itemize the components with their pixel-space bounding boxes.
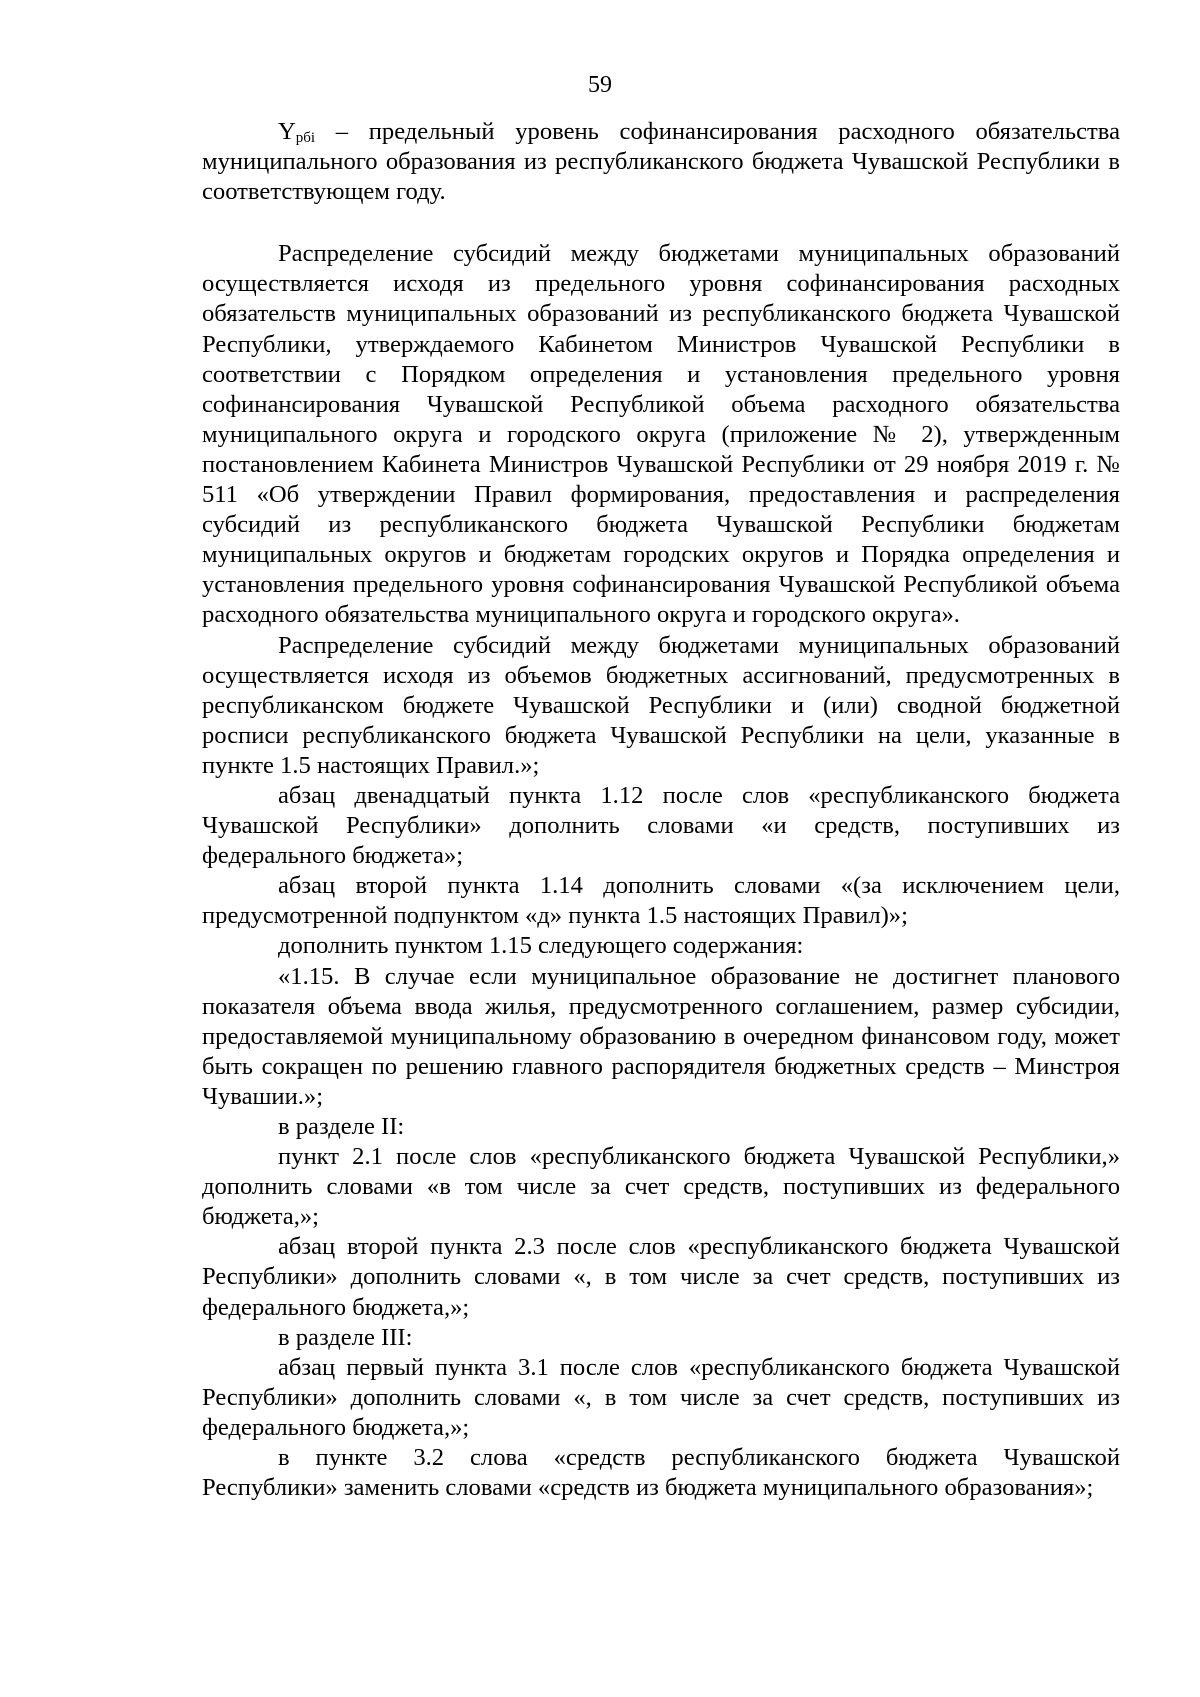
document-body [202, 117, 1120, 1503]
variable-definition [202, 117, 1120, 207]
variable-definition-text: – предельный уровень софинансирования расходного обязательства муниципального образования из республиканского бюджета Чувашской Республики в соответствующем году. [202, 118, 1120, 206]
paragraph: Распределение субсидий между бюджетами муниципальных образований осуществляется исходя из предельного уровня софинансирования расходных обязательств муниципальных образований из республиканского бюджета Чувашской Республики, утверждаемого Кабинетом Министров Чувашской Республики в соответствии с Порядком определения и установления предельного уровня софинансирования Чувашской Республикой объема расходного обязательства муниципального округа и городского округа (приложение № 2), утвержденным постановлением Кабинета Министров Чувашской Республики от 29 ноября 2019 г. № 511 «Об утверждении Правил формирования, предоставления и распределения субсидий из республиканского бюджета Чувашской Республики бюджетам муниципальных округов и бюджетам городских округов и Порядка определения и установления предельного уровня софинансирования Чувашской Республикой объема расходного обязательства муниципального округа и городского округа». [202, 240, 1120, 629]
paragraph: дополнить пунктом 1.15 следующего содержания: [278, 932, 804, 960]
paragraph: в пункте 3.2 слова «средств республиканского бюджета Чувашской Республики» заменить словами «средств из бюджета муниципального образования»; [202, 1444, 1120, 1502]
paragraph: пункт 2.1 после слов «республиканского бюджета Чувашской Республики,» дополнить словами «в том числе за счет средств, поступивших из федерального бюджета,»; [202, 1143, 1120, 1231]
page-number: 59 [588, 72, 612, 98]
paragraph: Распределение субсидий между бюджетами муниципальных образований осуществляется исходя из объемов бюджетных ассигнований, предусмотренных в республиканском бюджете Чувашской Республики и (или) сводной бюджетной росписи республиканского бюджета Чувашской Республики на цели, указанные в пункте 1.5 настоящих Правил.»; [202, 631, 1120, 779]
variable-symbol: Y [278, 118, 296, 145]
variable-subscript: рбi [295, 130, 316, 146]
paragraph: абзац первый пункта 3.1 после слов «республиканского бюджета Чувашской Республики» дополнить словами «, в том числе за счет средств, поступивших из федерального бюджета,»; [202, 1353, 1120, 1441]
paragraph: «1.15. В случае если муниципальное образование не достигнет планового показателя объема ввода жилья, предусмотренного соглашением, размер субсидии, предоставляемой муниципальному образованию в очередном финансовом году, может быть сокращен по решению главного распорядителя бюджетных средств – Минстроя Чувашии.»; [202, 962, 1120, 1110]
paragraph: абзац второй пункта 2.3 после слов «республиканского бюджета Чувашской Республики» дополнить словами «, в том числе за счет средств, поступивших из федерального бюджета,»; [202, 1233, 1120, 1321]
paragraph: абзац двенадцатый пункта 1.12 после слов «республиканского бюджета Чувашской Республики» дополнить словами «и средств, поступивших из федерального бюджета»; [202, 781, 1120, 870]
section-heading: в разделе III: [278, 1323, 413, 1351]
section-heading: в разделе II: [278, 1113, 405, 1140]
paragraph: абзац второй пункта 1.14 дополнить словами «(за исключением цели, предусмотренной подпунктом «д» пункта 1.5 настоящих Правил)»; [202, 872, 1120, 930]
